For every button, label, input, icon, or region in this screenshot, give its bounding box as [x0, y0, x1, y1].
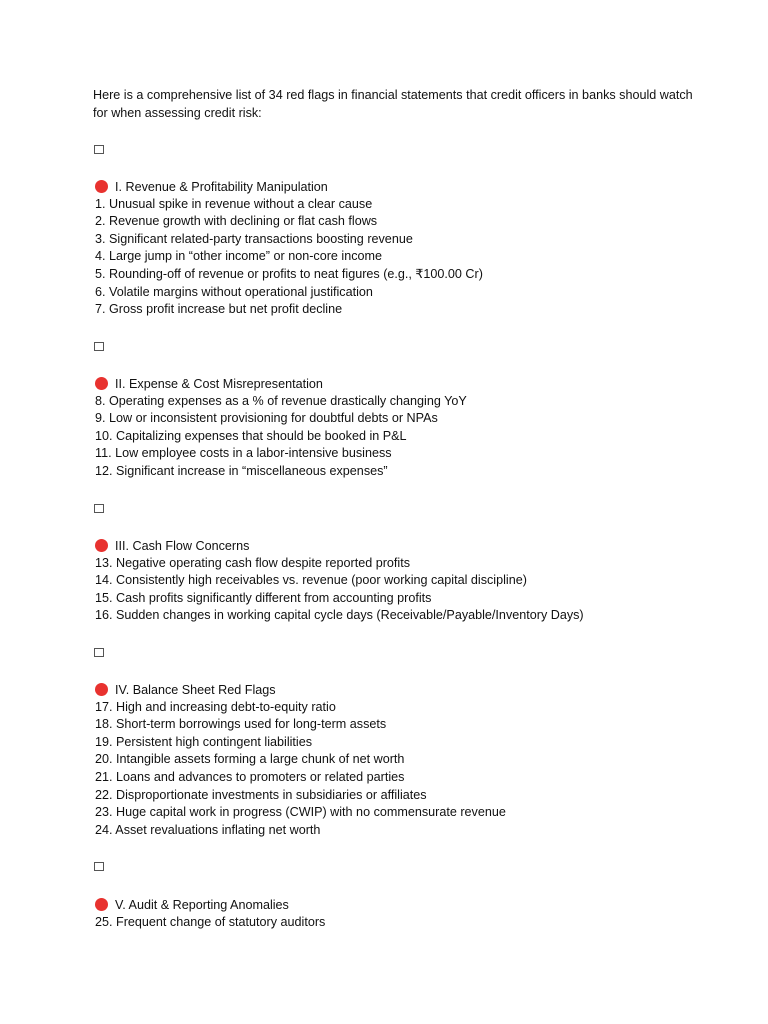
list-item: 22. Disproportionate investments in subsidiaries or affiliates	[95, 787, 427, 802]
section-heading	[95, 896, 715, 914]
section-heading	[95, 537, 715, 555]
list-item: 23. Huge capital work in progress (CWIP) with no commensurate revenue	[95, 805, 506, 820]
section-title: V. Audit & Reporting Anomalies	[115, 897, 289, 912]
separator-glyph-icon	[94, 862, 104, 871]
separator-glyph-icon	[94, 145, 104, 154]
list-item: 21. Loans and advances to promoters or related parties	[95, 769, 405, 784]
item-list	[95, 393, 715, 481]
section-heading	[95, 375, 715, 393]
list-item: 7. Gross profit increase but net profit decline	[95, 302, 343, 317]
section-title: II. Expense & Cost Misrepresentation	[115, 376, 323, 391]
list-item: 24. Asset revaluations inflating net worth	[95, 822, 321, 837]
list-item: 6. Volatile margins without operational justification	[95, 284, 373, 299]
section-balance-sheet	[95, 681, 715, 839]
list-item: 1. Unusual spike in revenue without a clear cause	[95, 196, 373, 211]
separator-glyph-icon	[94, 648, 104, 657]
list-item: 11. Low employee costs in a labor-intensive business	[95, 446, 392, 461]
section-heading	[95, 178, 715, 196]
list-item: 4. Large jump in “other income” or non-core income	[95, 249, 382, 264]
red-circle-icon	[95, 180, 108, 193]
item-list	[95, 555, 715, 625]
red-circle-icon	[95, 898, 108, 911]
list-item: 9. Low or inconsistent provisioning for doubtful debts or NPAs	[95, 411, 438, 426]
section-expense-cost	[95, 375, 715, 481]
list-item: 20. Intangible assets forming a large chunk of net worth	[95, 752, 405, 767]
red-circle-icon	[95, 377, 108, 390]
list-item: 12. Significant increase in “miscellaneous expenses”	[95, 463, 388, 478]
list-item: 18. Short-term borrowings used for long-term assets	[95, 717, 387, 732]
section-audit-reporting	[95, 896, 715, 931]
section-cash-flow	[95, 537, 715, 625]
list-item: 15. Cash profits significantly different from accounting profits	[95, 590, 432, 605]
intro-paragraph: Here is a comprehensive list of 34 red flags in financial statements that credit officers in banks should watch for when assessing credit risk:	[93, 88, 693, 120]
list-item: 3. Significant related-party transactions boosting revenue	[95, 231, 413, 246]
list-item: 16. Sudden changes in working capital cycle days (Receivable/Payable/Inventory Days)	[95, 608, 584, 623]
list-item: 25. Frequent change of statutory auditors	[95, 914, 326, 929]
list-item: 5. Rounding-off of revenue or profits to neat figures (e.g., ₹100.00 Cr)	[95, 266, 483, 281]
red-circle-icon	[95, 683, 108, 696]
list-item: 19. Persistent high contingent liabilities	[95, 734, 313, 749]
list-item: 2. Revenue growth with declining or flat cash flows	[95, 214, 378, 229]
section-title: I. Revenue & Profitability Manipulation	[115, 179, 328, 194]
section-revenue-profitability	[95, 178, 715, 319]
section-title: III. Cash Flow Concerns	[115, 538, 250, 553]
item-list	[95, 196, 715, 319]
section-heading	[95, 681, 715, 699]
list-item: 17. High and increasing debt-to-equity ratio	[95, 699, 336, 714]
list-item: 13. Negative operating cash flow despite reported profits	[95, 555, 411, 570]
list-item: 10. Capitalizing expenses that should be booked in P&L	[95, 428, 407, 443]
separator-glyph-icon	[94, 342, 104, 351]
item-list	[95, 914, 715, 932]
list-item: 14. Consistently high receivables vs. revenue (poor working capital discipline)	[95, 573, 527, 588]
list-item: 8. Operating expenses as a % of revenue drastically changing YoY	[95, 393, 467, 408]
red-circle-icon	[95, 539, 108, 552]
section-title: IV. Balance Sheet Red Flags	[115, 682, 276, 697]
separator-glyph-icon	[94, 504, 104, 513]
item-list	[95, 699, 715, 840]
